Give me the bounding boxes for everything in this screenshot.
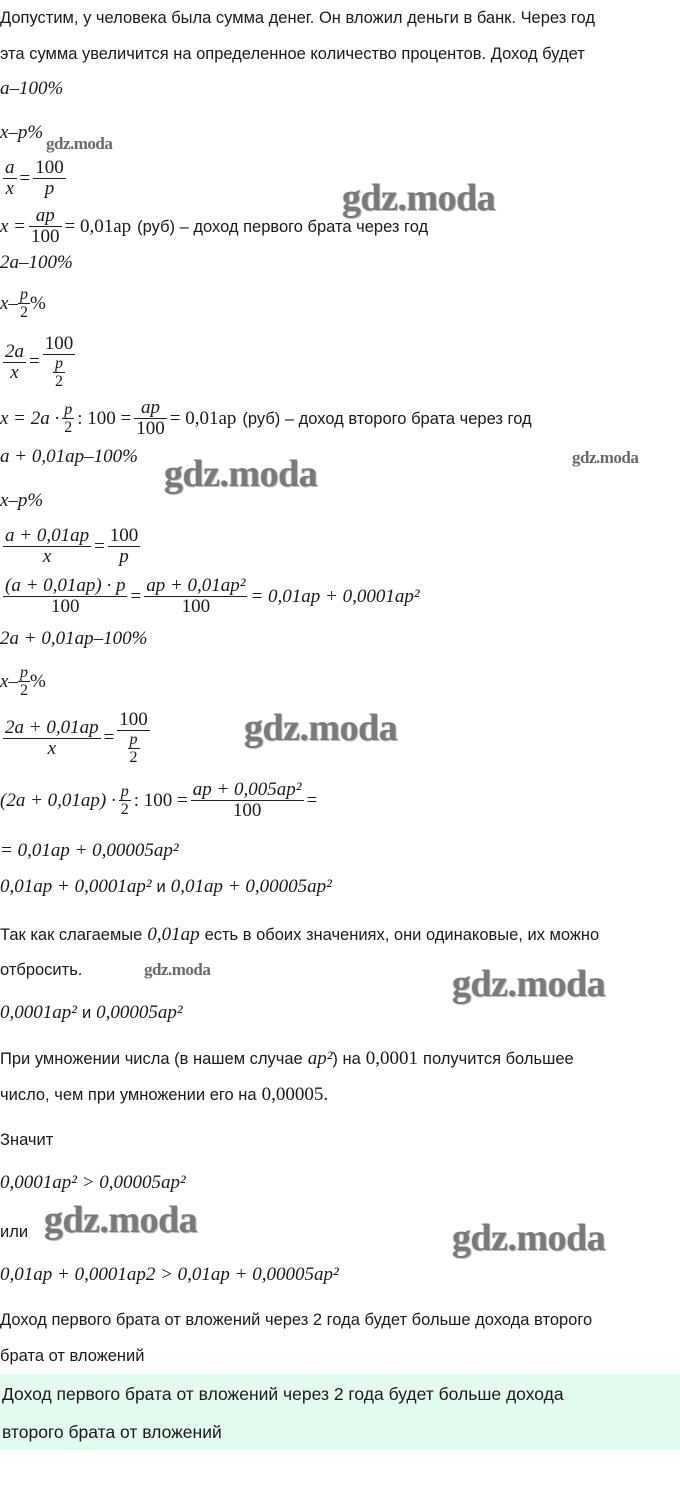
equals-sign: = (130, 585, 142, 607)
frac-num: p (54, 355, 63, 372)
mult-line-2 (0, 1084, 328, 1106)
mult-num: 0,0001 (365, 1048, 419, 1069)
math-a-100: a–100% (0, 78, 64, 99)
or-word: или (0, 1223, 29, 1241)
watermark-logo: gdz.moda (452, 963, 606, 1005)
frac-num: ap + 0,01ap² (146, 575, 246, 596)
frac-den: 100 (181, 596, 211, 617)
since-text-b: есть в обоих значениях, они одинаковые, их можно (204, 926, 600, 944)
math-2a-plus-100: 2a + 0,01ap–100% (0, 628, 148, 649)
compare-a: 0,01ap + 0,0001ap² (0, 876, 152, 897)
since-term: 0,01ap (147, 924, 200, 945)
frac-den: x (5, 178, 14, 199)
watermark-logo: gdz.moda (342, 177, 496, 219)
calc-left: x = 2a · (0, 407, 60, 429)
conclusion-line-1: Доход первого брата от вложений через 2 года будет больше дохода второго (0, 1311, 593, 1329)
frac-den: 2 (64, 419, 73, 436)
means-word: Значит (0, 1131, 54, 1149)
frac-num: ap + 0,005ap² (192, 779, 302, 800)
intro-line-2: эта сумма увеличится на определенное количество процентов. Доход будет (0, 45, 585, 63)
calc-mid: : 100 = (133, 789, 188, 811)
second-income-text: (руб) – доход второго брата через год (242, 409, 532, 428)
since-line-1 (0, 924, 599, 946)
watermark-logo: gdz.moda (164, 453, 318, 495)
result: = 0,01ap + 0,0001ap² (250, 585, 420, 607)
first-income-text: (руб) – доход первого брата через год (137, 217, 429, 236)
frac-den: 2 (19, 304, 28, 321)
proportion-1 (0, 158, 69, 199)
reduced-line (0, 1002, 183, 1024)
result: = 0,01ap (64, 215, 132, 237)
equals-sign: = (29, 351, 40, 372)
frac-num: p (120, 783, 129, 800)
x-equals: x = (0, 215, 27, 237)
frac-num: ap (29, 206, 62, 227)
frac-den: 100 (232, 800, 262, 821)
reduced-b: 0,00005ap² (96, 1002, 183, 1023)
frac-num: a + 0,01ap (5, 525, 90, 546)
math-a-plus-100: a + 0,01ap–100% (0, 446, 138, 467)
since-line-2: отбросить. (0, 961, 83, 979)
intro-line-1: Допустим, у человека была сумма денег. Он вложил деньги в банк. Через год (0, 9, 595, 27)
mult-text-2: число, чем при умножении его на (0, 1086, 257, 1104)
x-dash: x– (0, 670, 18, 692)
reduced-a: 0,0001ap² (0, 1002, 77, 1023)
since-text-a: Так как слагаемые (0, 926, 143, 944)
proportion-4 (0, 710, 153, 766)
frac-den: 100 (31, 226, 60, 247)
and-word: и (156, 878, 166, 896)
calc-left: (2a + 0,01ap) · (0, 789, 116, 811)
math-x-p-3: x–p% (0, 490, 44, 511)
frac-num: 2a + 0,01ap (5, 716, 99, 738)
answer-line-1: Доход первого брата от вложений через 2 года будет больше дохода (2, 1384, 564, 1404)
percent: % (29, 292, 46, 314)
frac-num: p (19, 664, 28, 681)
mult-num-2: 0,00005. (261, 1084, 329, 1105)
frac-den: x (10, 361, 19, 383)
equals-sign: = (103, 727, 115, 748)
calc-mid: : 100 = (77, 407, 132, 429)
calc-4-result: = 0,01ap + 0,00005ap² (0, 840, 179, 861)
mult-text-c: получится большее (423, 1050, 574, 1068)
frac-den: 2 (120, 801, 129, 818)
frac-num: ap (134, 398, 167, 419)
conclusion-line-2: брата от вложений (0, 1347, 145, 1365)
and-word: и (81, 1004, 92, 1022)
calc-4 (0, 780, 317, 821)
inequality-2: 0,01ap + 0,0001ap2 > 0,01ap + 0,00005ap² (0, 1264, 339, 1285)
mult-text-a: При умножении числа (в нашем случае (0, 1050, 303, 1068)
frac-den: x (42, 546, 52, 567)
frac-den: p (119, 546, 129, 567)
frac-den: 100 (50, 596, 80, 617)
compare-line (0, 876, 332, 898)
proportion-3 (0, 526, 143, 567)
watermark-logo: gdz.moda (46, 134, 113, 153)
mult-line-1 (0, 1048, 574, 1070)
frac-num: p (129, 731, 138, 748)
mult-text-b: ) на (332, 1050, 361, 1068)
math-2a-100: 2a–100% (0, 252, 73, 273)
frac-num: 100 (44, 333, 74, 354)
equals-sign: = (94, 535, 105, 557)
frac-num: 100 (109, 525, 139, 546)
percent: % (29, 670, 46, 692)
watermark-logo: gdz.moda (44, 1199, 198, 1241)
frac-den: x (47, 737, 56, 759)
frac-num: p (64, 401, 73, 418)
answer-line-2: второго брата от вложений (2, 1422, 222, 1442)
frac-num: 100 (119, 709, 148, 730)
watermark-logo: gdz.moda (244, 707, 398, 749)
frac-den: 2 (19, 682, 28, 699)
calc-3 (0, 576, 420, 617)
math-x-p-half-4 (0, 664, 46, 699)
frac-num: 100 (35, 157, 64, 178)
math-x-p: x–p% (0, 122, 44, 143)
frac-num: p (19, 286, 28, 303)
watermark-logo: gdz.moda (144, 960, 211, 979)
frac-num: a (5, 157, 15, 178)
frac-den: 2 (129, 749, 138, 766)
frac-den: 100 (136, 418, 165, 439)
watermark-logo: gdz.moda (452, 1217, 606, 1259)
frac-den: p (44, 178, 55, 199)
proportion-2 (0, 334, 78, 390)
frac-num: (a + 0,01ap) · p (5, 575, 126, 596)
equals-sign: = (19, 167, 31, 189)
equals-sign: = (306, 789, 318, 811)
frac-num: 2a (5, 340, 24, 362)
frac-den: 2 (54, 373, 63, 390)
watermark-logo: gdz.moda (572, 448, 639, 467)
answer-box (0, 1374, 680, 1450)
x-dash: x– (0, 292, 18, 314)
math-x-p-half (0, 286, 46, 321)
result: = 0,01ap (169, 407, 237, 429)
inequality-1: 0,0001ap² > 0,00005ap² (0, 1172, 186, 1193)
second-income-line (0, 398, 532, 439)
compare-b: 0,01ap + 0,00005ap² (170, 876, 332, 897)
mult-term: ap² (307, 1048, 333, 1069)
